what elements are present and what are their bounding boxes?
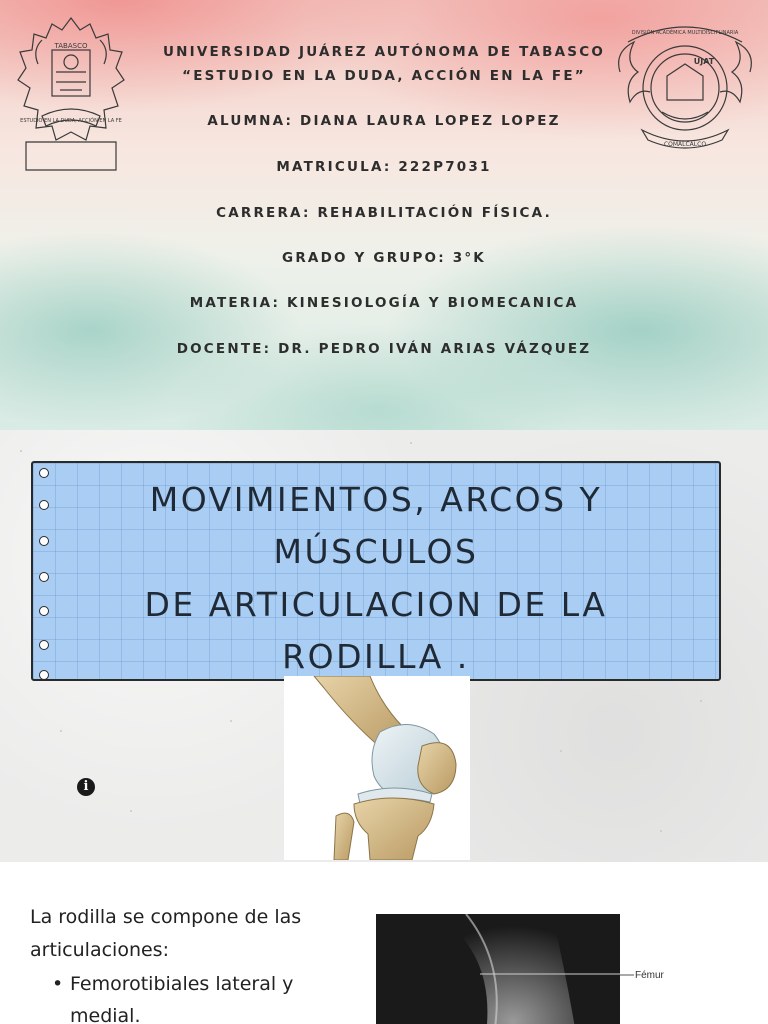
- notebook-ring-icon: [39, 572, 49, 582]
- content-slide: [0, 862, 768, 1024]
- bullet-dot: •: [52, 973, 64, 995]
- svg-text:UJAT: UJAT: [693, 57, 715, 66]
- svg-text:COMALCALCO: COMALCALCO: [663, 141, 707, 148]
- career: CARRERA: REHABILITACIÓN FÍSICA.: [216, 205, 552, 221]
- svg-text:ESTUDIO EN LA DUDA, ACCIÓN EN: ESTUDIO EN LA DUDA, ACCIÓN EN LA FE: [20, 118, 122, 124]
- intro-text-line-2: articulaciones:: [30, 939, 169, 961]
- university-seal-icon: [12, 10, 130, 176]
- bullet-text-line-1: Femorotibiales lateral y: [70, 973, 294, 995]
- teacher: DOCENTE: DR. PEDRO IVÁN ARIAS VÁZQUEZ: [176, 341, 592, 357]
- grade-group: GRADO Y GRUPO: 3°K: [282, 250, 486, 266]
- notebook-ring-icon: [39, 468, 49, 478]
- university-motto: “ESTUDIO EN LA DUDA, ACCIÓN EN LA FE”: [182, 68, 586, 84]
- bullet-text-line-2: medial.: [70, 1005, 141, 1024]
- slide-title-line-1: MOVIMIENTOS, ARCOS Y: [149, 480, 603, 519]
- slide-title-line-2: MÚSCULOS: [273, 532, 479, 571]
- ujat-seal-icon: [612, 12, 758, 162]
- slide-title-line-4: RODILLA .: [282, 637, 470, 676]
- slide-title-line-3: DE ARTICULACION DE LA: [144, 585, 608, 624]
- university-name: UNIVERSIDAD JUÁREZ AUTÓNOMA DE TABASCO: [163, 44, 605, 60]
- cover-slide: [0, 0, 768, 430]
- intro-text-line-1: La rodilla se compone de las: [30, 906, 302, 928]
- knee-xray-image: [376, 914, 620, 1024]
- knee-joint-illustration: [284, 676, 470, 860]
- svg-text:DIVISIÓN ACADÉMICA MULTIDISCIP: DIVISIÓN ACADÉMICA MULTIDISCIPLINARIA: [631, 30, 739, 36]
- subject: MATERIA: KINESIOLOGÍA Y BIOMECANICA: [189, 295, 579, 311]
- femur-pointer-line: [620, 974, 634, 976]
- student-id: MATRICULA: 222P7031: [276, 159, 492, 175]
- title-slide: [0, 430, 768, 862]
- info-icon[interactable]: i: [77, 778, 95, 796]
- svg-text:TABASCO: TABASCO: [54, 42, 88, 50]
- xray-label-femur: Fémur: [635, 970, 664, 981]
- student-name: ALUMNA: DIANA LAURA LOPEZ LOPEZ: [207, 113, 561, 129]
